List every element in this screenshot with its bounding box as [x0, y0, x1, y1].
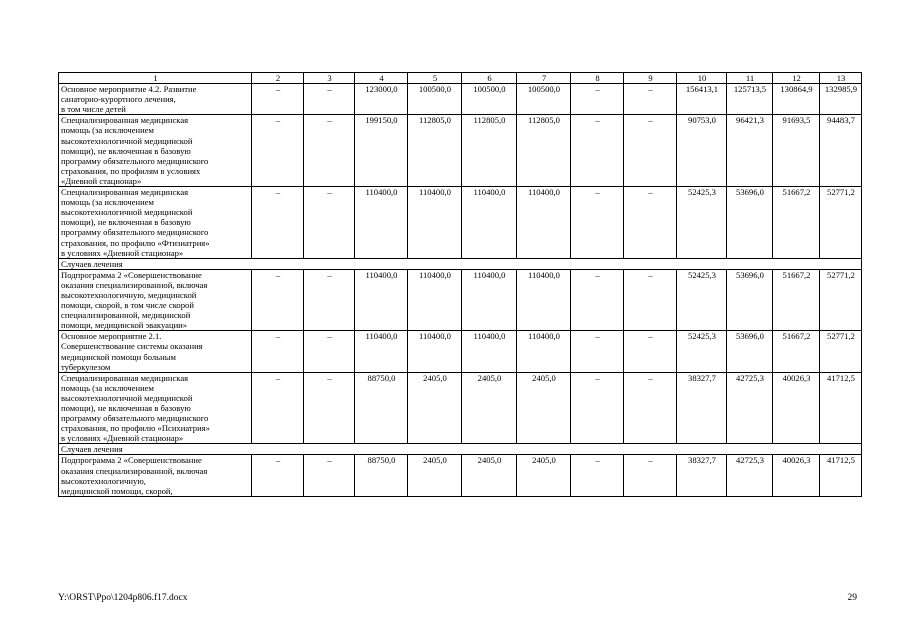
table-cell: 52425,3	[677, 331, 727, 372]
table-cell: 52425,3	[677, 269, 727, 331]
table-row	[59, 269, 862, 331]
table-cell: –	[304, 331, 355, 372]
table-cell: 100500,0	[517, 84, 571, 115]
table-cell: –	[624, 115, 677, 187]
table-cell: 110400,0	[462, 187, 517, 259]
table-cell: 41712,5	[820, 455, 862, 496]
table-cell: 96421,3	[727, 115, 773, 187]
table-cell: –	[571, 115, 624, 187]
column-number-header: 8	[571, 73, 624, 84]
table-cell: 130864,9	[773, 84, 820, 115]
table-cell: 88750,0	[355, 455, 408, 496]
column-number-header: 5	[408, 73, 462, 84]
section-label: Случаев лечения	[59, 444, 862, 455]
table-cell: –	[571, 331, 624, 372]
column-number-header: 2	[252, 73, 304, 84]
row-description: Специализированная медицинская помощь (за исключением высокотехнологичной медицинской помощи), не включенная в базовую программу обязательного медицинского страхования, по профилю «Психиатрия» в условиях «Дневной стационар»	[59, 372, 252, 444]
table-cell: 42725,3	[727, 455, 773, 496]
table-cell: –	[624, 84, 677, 115]
table-cell: 100500,0	[408, 84, 462, 115]
table-cell: 110400,0	[355, 331, 408, 372]
column-number-header: 13	[820, 73, 862, 84]
table-cell: –	[571, 187, 624, 259]
column-number-header: 9	[624, 73, 677, 84]
table-cell: 2405,0	[517, 372, 571, 444]
table-cell: –	[624, 331, 677, 372]
table-cell: –	[252, 84, 304, 115]
table-cell: –	[252, 372, 304, 444]
table-cell: 41712,5	[820, 372, 862, 444]
table-cell: –	[304, 455, 355, 496]
table-cell: –	[571, 269, 624, 331]
table-cell: 40026,3	[773, 455, 820, 496]
table-cell: –	[304, 269, 355, 331]
table-cell: 2405,0	[408, 455, 462, 496]
table-cell: –	[252, 187, 304, 259]
table-cell: –	[304, 115, 355, 187]
table-cell: –	[252, 269, 304, 331]
table-cell: –	[571, 84, 624, 115]
column-number-header: 10	[677, 73, 727, 84]
table-cell: 2405,0	[408, 372, 462, 444]
table-cell: 123000,0	[355, 84, 408, 115]
table-cell: 52771,2	[820, 331, 862, 372]
table-cell: 90753,0	[677, 115, 727, 187]
column-number-header: 7	[517, 73, 571, 84]
footer-file-path: Y:\ORST\Ppo\1204p806.f17.docx	[58, 593, 188, 603]
row-description: Основное мероприятие 4.2. Развитие санаторно-курортного лечения, в том числе детей	[59, 84, 252, 115]
table-cell: 110400,0	[517, 187, 571, 259]
table-cell: –	[304, 187, 355, 259]
table-cell: –	[624, 455, 677, 496]
table-cell: –	[304, 372, 355, 444]
column-number-header: 3	[304, 73, 355, 84]
table-cell: 2405,0	[517, 455, 571, 496]
table-cell: 110400,0	[517, 269, 571, 331]
footer-page-number: 29	[847, 593, 857, 603]
table-cell: 110400,0	[517, 331, 571, 372]
table-cell: 112805,0	[408, 115, 462, 187]
table-cell: –	[571, 372, 624, 444]
table-cell: 110400,0	[355, 269, 408, 331]
column-number-header: 6	[462, 73, 517, 84]
table-cell: 53696,0	[727, 269, 773, 331]
table-cell: –	[252, 331, 304, 372]
table-cell: 51667,2	[773, 187, 820, 259]
row-description: Специализированная медицинская помощь (за исключением высокотехнологичной медицинской помощи), не включенная в базовую программу обязательного медицинского страхования, по профилям в условиях «Дневной стационар»	[59, 115, 252, 187]
table-cell: 110400,0	[408, 187, 462, 259]
table-cell: 199150,0	[355, 115, 408, 187]
section-label: Случаев лечения	[59, 258, 862, 269]
table-cell: 2405,0	[462, 372, 517, 444]
table-cell: 51667,2	[773, 331, 820, 372]
table-cell: 2405,0	[462, 455, 517, 496]
row-description: Специализированная медицинская помощь (за исключением высокотехнологичной медицинской помощи), не включенная в базовую программу обязательного медицинского страхования, по профилю «Фтизиатрия» в условиях «Дневной стационар»	[59, 187, 252, 259]
row-description: Подпрограмма 2 «Совершенствование оказания специализированной, включая высокотехнологичную, медицинской помощи, скорой, в том числе скорой специализированной, медицинской помощи, медицинской эвакуации»	[59, 269, 252, 331]
table-cell: 52771,2	[820, 269, 862, 331]
table-row	[59, 372, 862, 444]
table-cell: 38327,7	[677, 455, 727, 496]
table-row	[59, 455, 862, 496]
table-cell: 110400,0	[408, 269, 462, 331]
table-cell: 132985,9	[820, 84, 862, 115]
table-cell: –	[252, 115, 304, 187]
table-cell: 94483,7	[820, 115, 862, 187]
table-cell: 88750,0	[355, 372, 408, 444]
table-cell: 110400,0	[462, 269, 517, 331]
table-cell: –	[252, 455, 304, 496]
table-row	[59, 187, 862, 259]
table-cell: –	[304, 84, 355, 115]
table-cell: –	[624, 372, 677, 444]
column-number-header: 12	[773, 73, 820, 84]
table-cell: –	[624, 269, 677, 331]
table-cell: 40026,3	[773, 372, 820, 444]
budget-table	[58, 72, 862, 497]
table-row	[59, 331, 862, 372]
table-cell: 110400,0	[355, 187, 408, 259]
table-header-row	[59, 73, 862, 84]
table-cell: 125713,5	[727, 84, 773, 115]
row-description: Подпрограмма 2 «Совершенствование оказания специализированной, включая высокотехнологичную, медицинской помощи, скорой,	[59, 455, 252, 496]
table-row	[59, 115, 862, 187]
table-cell: 53696,0	[727, 331, 773, 372]
row-description: Основное мероприятие 2.1. Совершенствование системы оказания медицинской помощи больным туберкулезом	[59, 331, 252, 372]
table-cell: 51667,2	[773, 269, 820, 331]
table-cell: 42725,3	[727, 372, 773, 444]
section-label-row	[59, 444, 862, 455]
column-number-header: 11	[727, 73, 773, 84]
table-cell: 53696,0	[727, 187, 773, 259]
table-cell: 112805,0	[462, 115, 517, 187]
table-cell: 156413,1	[677, 84, 727, 115]
table-cell: –	[624, 187, 677, 259]
table-cell: 38327,7	[677, 372, 727, 444]
table-cell: 100500,0	[462, 84, 517, 115]
table-cell: 91693,5	[773, 115, 820, 187]
table-row	[59, 84, 862, 115]
table-cell: 52425,3	[677, 187, 727, 259]
column-number-header: 4	[355, 73, 408, 84]
table-cell: 112805,0	[517, 115, 571, 187]
column-number-header: 1	[59, 73, 252, 84]
table-cell: 110400,0	[408, 331, 462, 372]
section-label-row	[59, 258, 862, 269]
table-cell: –	[571, 455, 624, 496]
table-cell: 52771,2	[820, 187, 862, 259]
table-cell: 110400,0	[462, 331, 517, 372]
